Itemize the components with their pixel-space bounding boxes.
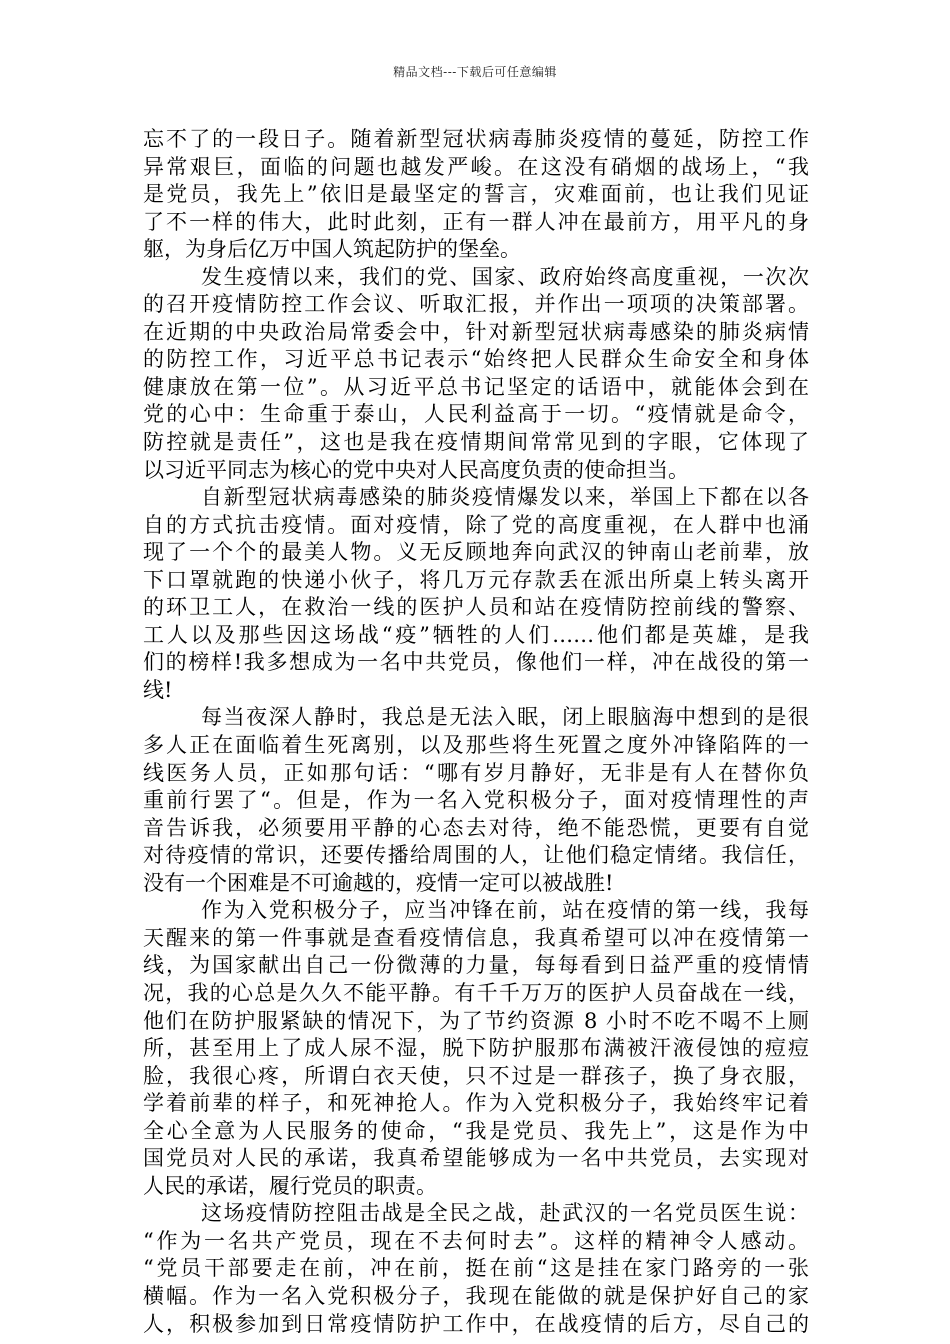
text-line: 的防控工作，习近平总书记表示“始终把人民群众生命安全和身体 bbox=[143, 347, 809, 372]
text-line: 健康放在第一位”。从习近平总书记坚定的话语中，就能体会到在 bbox=[143, 374, 809, 399]
text-line: 防控就是责任”，这也是我在疫情期间常常见到的字眼，它体现了 bbox=[143, 430, 809, 455]
paragraph-first-line: 作为入党积极分子，应当冲锋在前，站在疫情的第一线，我每 bbox=[201, 898, 809, 923]
text-line: 忘不了的一段日子。随着新型冠状病毒肺炎疫情的蔓延，防控工作 bbox=[143, 127, 809, 151]
text-line: 异常艰巨，面临的问题也越发严峻。在这没有硝烟的战场上，“我 bbox=[143, 154, 809, 179]
text-line: 是党员，我先上”依旧是最坚定的誓言，灾难面前，也让我们见证 bbox=[143, 182, 809, 207]
text-line: 重前行罢了“。但是，作为一名入党积极分子，面对疫情理性的声 bbox=[143, 788, 809, 813]
document-body bbox=[143, 126, 809, 1338]
text-line: 躯，为身后亿万中国人筑起防护的堡垒。 bbox=[143, 237, 521, 262]
text-line: 天醒来的第一件事就是查看疫情信息，我真希望可以冲在疫情第一 bbox=[143, 925, 809, 950]
text-line: 线，为国家献出自己一份微薄的力量，每每看到日益严重的疫情情 bbox=[143, 953, 809, 978]
text-line: 的召开疫情防控工作会议、听取汇报，并作出一项项的决策部署。 bbox=[143, 292, 809, 317]
text-line: 了不一样的伟大，此时此刻，正有一群人冲在最前方，用平凡的身 bbox=[143, 209, 809, 234]
text-line: 现了一个个的最美人物。义无反顾地奔向武汉的钟南山老前辈，放 bbox=[143, 540, 809, 565]
text-line: 国党员对人民的承诺，我真希望能够成为一名中共党员，去实现对 bbox=[143, 1146, 809, 1171]
text-line: 以习近平同志为核心的党中央对人民高度负责的使命担当。 bbox=[143, 457, 689, 482]
paragraph-first-line: 自新型冠状病毒感染的肺炎疫情爆发以来，举国上下都在以各 bbox=[201, 485, 809, 510]
text-line: 学着前辈的样子，和死神抢人。作为入党积极分子，我始终牢记着 bbox=[143, 1091, 809, 1116]
paragraph-first-line: 发生疫情以来，我们的党、国家、政府始终高度重视，一次次 bbox=[201, 264, 809, 289]
text-line: 脸，我很心疼，所谓白衣天使，只不过是一群孩子，换了身衣服， bbox=[143, 1063, 809, 1088]
text-line: 线! bbox=[143, 677, 173, 702]
text-line: 没有一个困难是不可逾越的，疫情一定可以被战胜! bbox=[143, 870, 614, 895]
text-line: 在近期的中央政治局常委会中，针对新型冠状病毒感染的肺炎病情 bbox=[143, 319, 809, 344]
text-line: 横幅。作为一名入党积极分子，我现在能做的就是保护好自己的家 bbox=[143, 1283, 809, 1308]
paragraph-first-line: 这场疫情防控阻击战是全民之战，赴武汉的一名党员医生说： bbox=[201, 1201, 809, 1226]
text-line: 的环卫工人，在救治一线的医护人员和站在疫情防控前线的警察、 bbox=[143, 595, 809, 620]
text-line: “党员干部要走在前，冲在前，挺在前“这是挂在家门路旁的一张 bbox=[143, 1256, 809, 1281]
text-line: 们的榜样!我多想成为一名中共党员，像他们一样，冲在战役的第一 bbox=[143, 650, 809, 675]
text-line: 人民的承诺，履行党员的职责。 bbox=[143, 1173, 437, 1198]
text-line: 音告诉我，必须要用平静的心态去对待，绝不能恐慌，更要有自觉 bbox=[143, 815, 809, 840]
text-line: 全心全意为人民服务的使命，“我是党员、我先上”，这是作为中 bbox=[143, 1118, 809, 1143]
text-line: 对待疫情的常识，还要传播给周围的人，让他们稳定情绪。我信任， bbox=[143, 843, 809, 868]
page-header: 精品文档---下载后可任意编辑 bbox=[393, 65, 557, 79]
paragraph-first-line: 每当夜深人静时，我总是无法入眠，闭上眼脑海中想到的是很 bbox=[201, 705, 809, 730]
text-line: 所，甚至用上了成人尿不湿，脱下防护服那布满被汗液侵蚀的痘痘 bbox=[143, 1036, 809, 1061]
text-line: 线医务人员，正如那句话：“哪有岁月静好，无非是有人在替你负 bbox=[143, 760, 809, 785]
text-line: “作为一名共产党员，现在不去何时去”。这样的精神令人感动。 bbox=[143, 1228, 809, 1253]
text-line: 多人正在面临着生死离别，以及那些将生死置之度外冲锋陷阵的一 bbox=[143, 733, 809, 758]
text-line: 工人以及那些因这场战“疫”牺牲的人们……他们都是英雄，是我 bbox=[143, 622, 809, 647]
text-line: 他们在防护服紧缺的情况下，为了节约资源 8 小时不吃不喝不上厕 bbox=[143, 1008, 809, 1033]
text-line: 况，我的心总是久久不能平静。有千千万万的医护人员奋战在一线， bbox=[143, 980, 809, 1005]
text-line: 自的方式抗击疫情。面对疫情，除了党的高度重视，在人群中也涌 bbox=[143, 512, 809, 537]
text-line: 下口罩就跑的快递小伙子，将几万元存款丢在派出所桌上转头离开 bbox=[143, 567, 809, 592]
text-line: 人，积极参加到日常疫情防护工作中，在战疫情的后方，尽自己的 bbox=[143, 1311, 809, 1336]
text-line: 党的心中：生命重于泰山，人民利益高于一切。“疫情就是命令， bbox=[143, 402, 809, 427]
